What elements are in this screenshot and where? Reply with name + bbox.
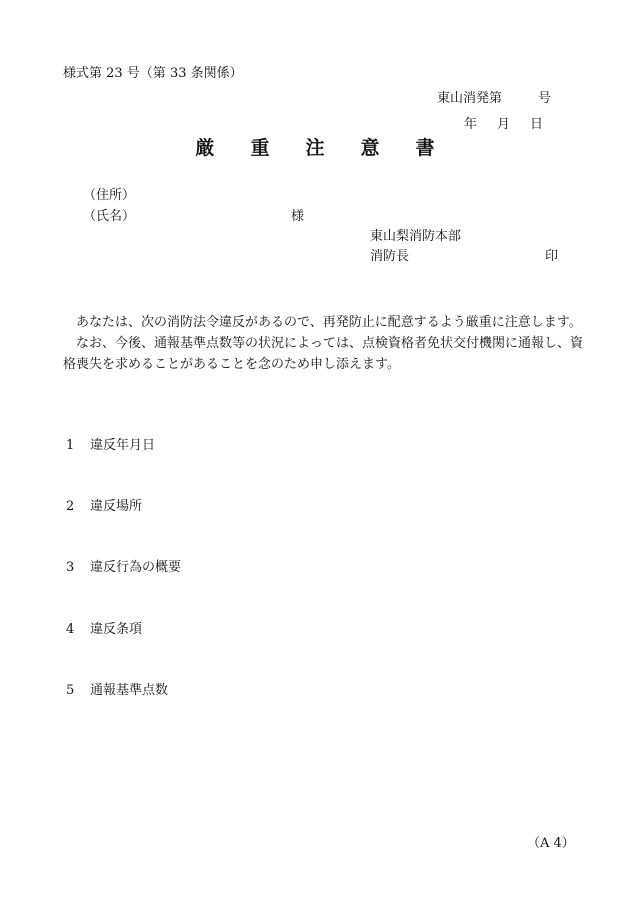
issue-date [464,117,543,133]
notice-body [63,312,583,375]
recipient-honorific: 様 [291,209,305,224]
item-label: 違反年月日 [90,438,156,453]
recipient-address-label: （住所） [83,188,136,203]
sender-title: 消防長 [370,249,410,264]
list-item [66,683,168,699]
list-item [66,438,155,454]
title-char: 書 [415,137,435,159]
item-number: 4 [66,622,75,637]
paper-size-label: （A 4） [527,836,575,851]
document-number-suffix: 号 [538,91,552,106]
item-label: 違反行為の概要 [90,560,182,575]
sender-organization: 東山梨消防本部 [370,229,462,244]
item-number: 5 [66,683,75,698]
title-char: 意 [360,137,380,159]
item-label: 違反条項 [90,622,143,637]
item-number: 1 [66,438,75,453]
list-item [66,499,142,515]
title-char: 重 [250,137,270,159]
document-number-prefix: 東山消発第 [437,91,503,106]
date-year: 年 [464,117,478,132]
item-number: 3 [66,560,75,575]
list-item [66,622,142,638]
item-label: 違反場所 [90,499,143,514]
date-month: 月 [497,117,511,132]
seal-mark: 印 [545,249,559,264]
recipient-name-label: （氏名） [83,209,136,224]
document-title [0,137,630,160]
title-char: 厳 [195,137,215,159]
body-paragraph-2: なお、今後、通報基準点数等の状況によっては、点検資格者免状交付機関に通報し、資格喪失を求めることがあることを念のため申し添えます。 [63,336,584,372]
form-number: 様式第 23 号（第 33 条関係） [63,66,243,81]
list-item [66,560,181,576]
item-number: 2 [66,499,75,514]
date-day: 日 [530,117,544,132]
document-number [437,91,551,107]
title-char: 注 [305,137,325,159]
item-label: 通報基準点数 [90,683,169,698]
body-paragraph-1: あなたは、次の消防法令違反があるので、再発防止に配意するよう厳重に注意します。 [76,315,582,330]
